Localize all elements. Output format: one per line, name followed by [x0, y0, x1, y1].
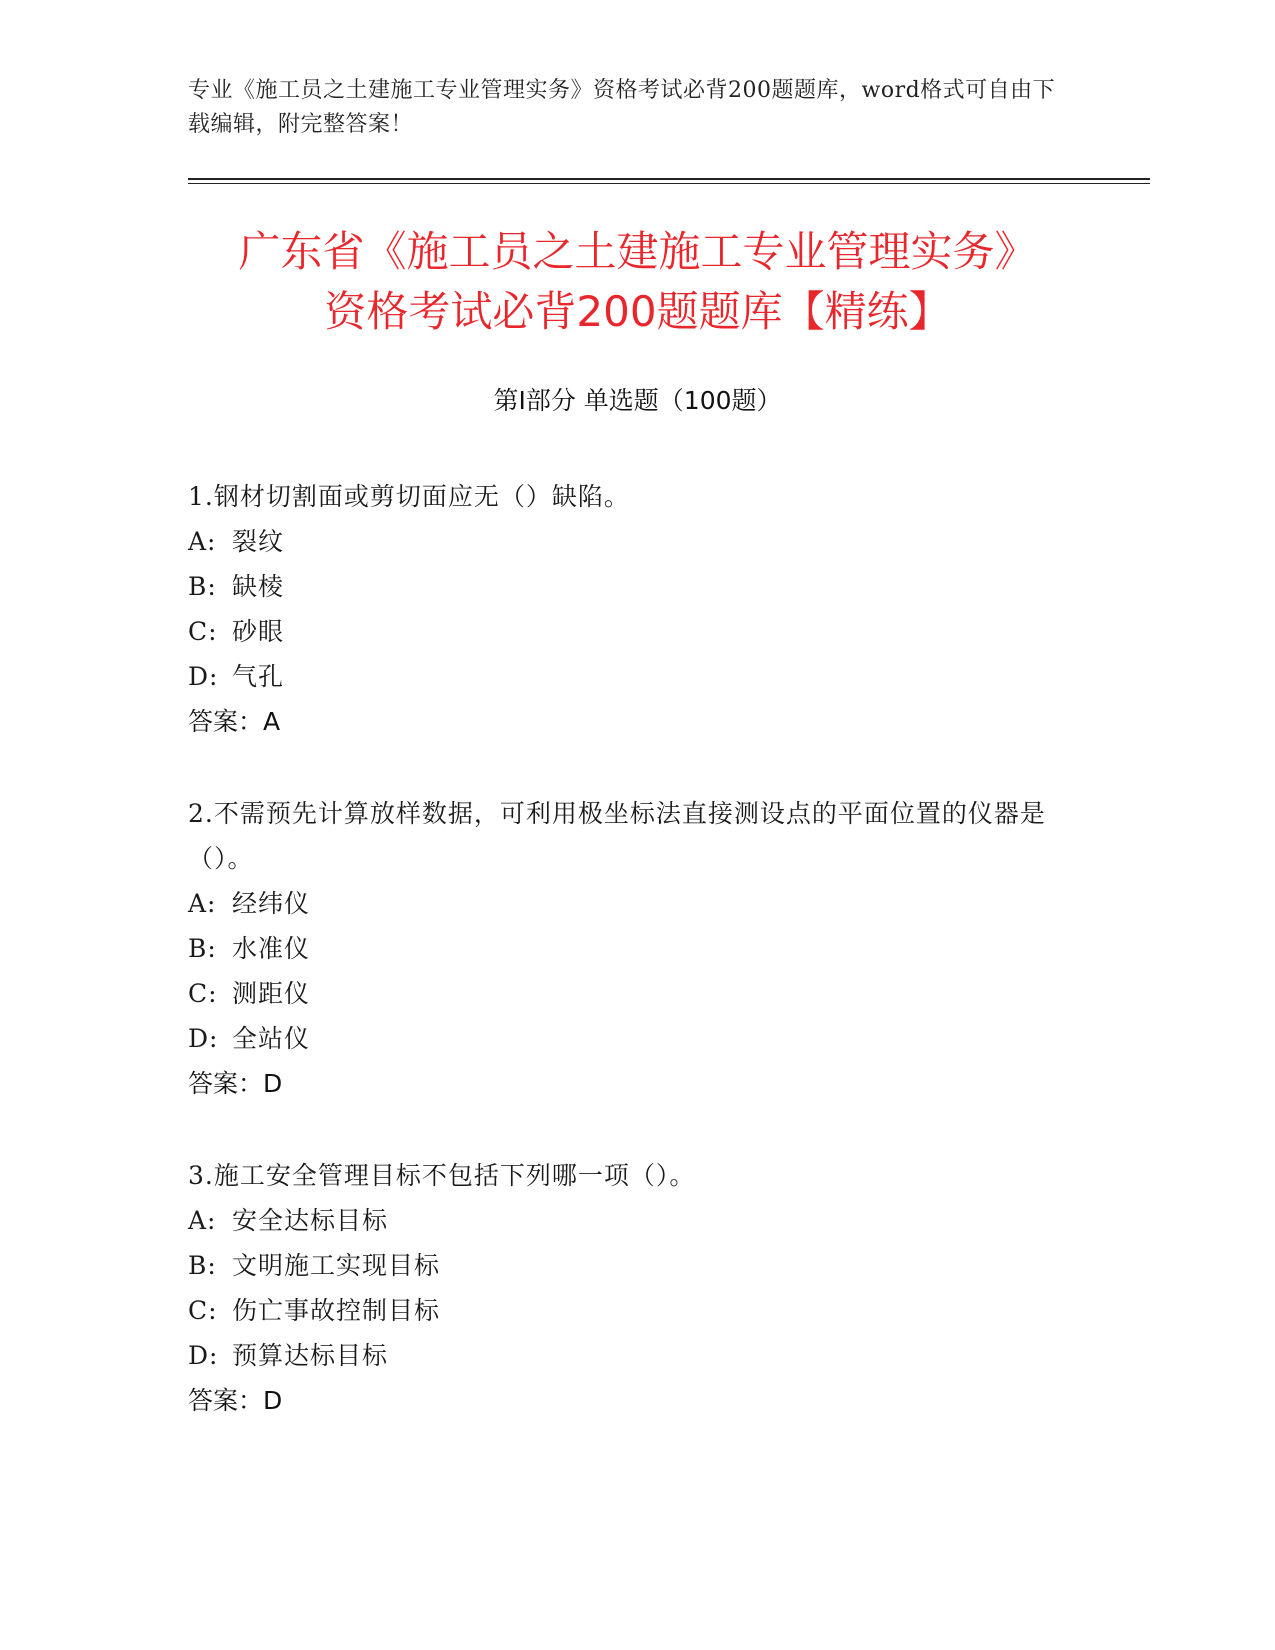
option-text: 气孔	[232, 662, 285, 691]
header-divider-thin	[188, 183, 1150, 184]
option-letter: B:	[188, 1251, 217, 1280]
option-b	[188, 926, 1068, 971]
option-c	[188, 971, 1068, 1016]
option-text: 测距仪	[232, 979, 311, 1008]
option-b	[188, 564, 1068, 609]
option-c	[188, 1288, 1068, 1333]
option-letter: C:	[188, 979, 218, 1008]
option-letter: B:	[188, 934, 217, 963]
option-text: 缺棱	[232, 572, 285, 601]
option-letter: C:	[188, 1296, 218, 1325]
option-letter: D:	[188, 1024, 219, 1053]
option-a	[188, 519, 1068, 564]
document-title	[150, 222, 1125, 342]
option-text: 全站仪	[232, 1024, 311, 1053]
option-d	[188, 1016, 1068, 1061]
question-1	[188, 474, 1068, 744]
option-text: 裂纹	[232, 527, 285, 556]
option-text: 经纬仪	[232, 889, 311, 918]
title-line-1: 广东省《施工员之土建施工专业管理实务》	[238, 227, 1037, 276]
option-text: 文明施工实现目标	[232, 1251, 441, 1280]
option-c	[188, 609, 1068, 654]
option-letter: A:	[188, 889, 217, 918]
option-text: 伤亡事故控制目标	[232, 1296, 441, 1325]
answer-line: 答案：D	[188, 1069, 283, 1098]
option-letter: C:	[188, 617, 218, 646]
option-text: 安全达标目标	[232, 1206, 389, 1235]
option-a	[188, 881, 1068, 926]
option-letter: B:	[188, 572, 217, 601]
question-3	[188, 1153, 1068, 1423]
question-2	[188, 791, 1068, 1106]
option-d	[188, 654, 1068, 699]
answer-line: 答案：A	[188, 707, 281, 736]
title-line-2: 资格考试必背200题题库【精练】	[324, 287, 951, 336]
option-text: 水准仪	[232, 934, 311, 963]
option-letter: D:	[188, 662, 219, 691]
section-heading: 第Ⅰ部分 单选题（100题）	[493, 386, 782, 415]
header-divider-thick	[188, 178, 1150, 180]
option-letter: D:	[188, 1341, 219, 1370]
option-letter: A:	[188, 527, 217, 556]
option-letter: A:	[188, 1206, 217, 1235]
option-text: 砂眼	[232, 617, 285, 646]
option-b	[188, 1243, 1068, 1288]
option-text: 预算达标目标	[232, 1341, 389, 1370]
option-a	[188, 1198, 1068, 1243]
question-stem: 2.不需预先计算放样数据，可利用极坐标法直接测设点的平面位置的仪器是（）。	[188, 799, 1046, 873]
question-stem: 3.施工安全管理目标不包括下列哪一项（）。	[188, 1161, 696, 1190]
question-list	[188, 474, 1068, 1470]
option-d	[188, 1333, 1068, 1378]
answer-line: 答案：D	[188, 1386, 283, 1415]
question-stem: 1.钢材切割面或剪切面应无（）缺陷。	[188, 482, 630, 511]
header-note: 专业《施工员之土建施工专业管理实务》资格考试必背200题题库，word格式可自由下载编辑，附完整答案！	[188, 78, 1056, 137]
